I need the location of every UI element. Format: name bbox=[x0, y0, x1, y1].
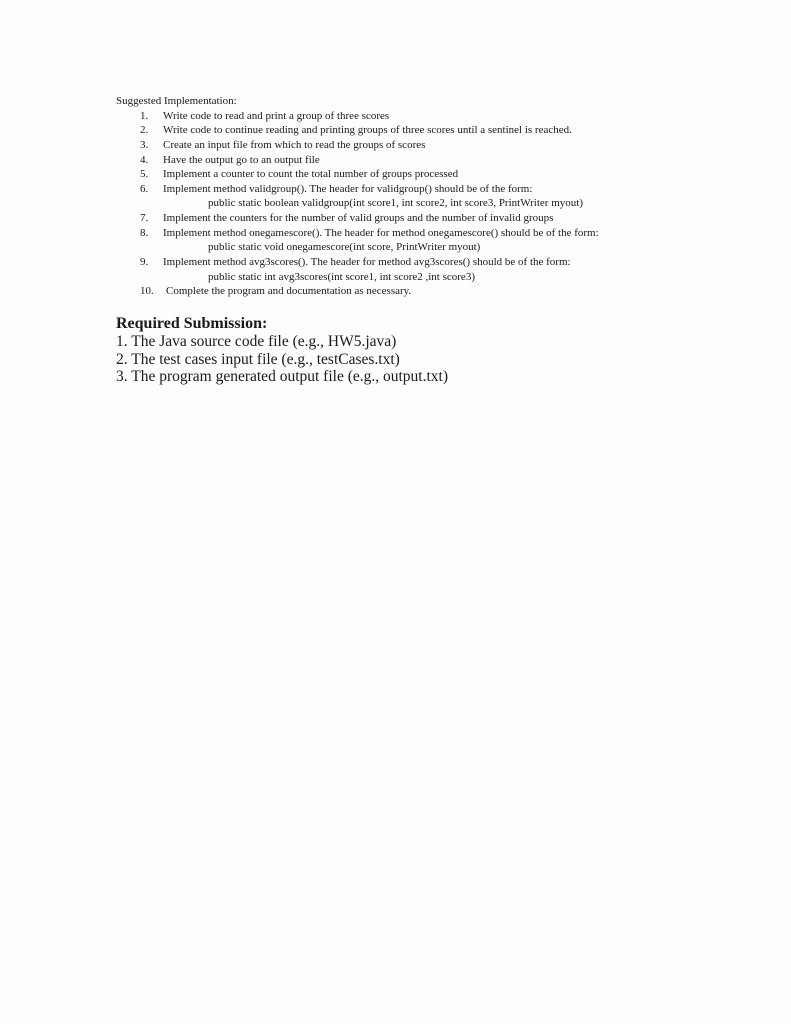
suggested-implementation-section bbox=[116, 94, 599, 299]
required-submission-section bbox=[116, 315, 448, 386]
list-item bbox=[116, 167, 459, 182]
list-item bbox=[116, 211, 554, 226]
method-header bbox=[116, 270, 475, 285]
list-item bbox=[116, 226, 599, 241]
method-signature: public static void onegamescore(int score, PrintWriter myout) bbox=[208, 241, 481, 254]
item-number: 8. bbox=[140, 226, 149, 239]
item-number: 3. bbox=[140, 138, 149, 151]
item-text: Have the output go to an output file bbox=[163, 153, 320, 166]
method-header bbox=[116, 240, 481, 255]
method-signature: public static boolean validgroup(int score1, int score2, int score3, PrintWriter myout) bbox=[208, 197, 583, 210]
list-item bbox=[116, 138, 426, 153]
item-text: Create an input file from which to read the groups of scores bbox=[163, 138, 426, 151]
item-number: 10. bbox=[140, 285, 154, 298]
item-number: 7. bbox=[140, 212, 149, 225]
item-text: Implement method avg3scores(). The header for method avg3scores() should be of the form: bbox=[163, 256, 571, 269]
item-number: 9. bbox=[140, 256, 149, 269]
item-text: Implement method validgroup(). The header for validgroup() should be of the form: bbox=[163, 182, 533, 195]
item-text: Implement method onegamescore(). The header for method onegamescore() should be of the form: bbox=[163, 226, 599, 239]
list-item bbox=[116, 182, 533, 197]
item-number: 5. bbox=[140, 168, 149, 181]
method-signature: public static int avg3scores(int score1, int score2 ,int score3) bbox=[208, 270, 475, 283]
item-text: Implement the counters for the number of valid groups and the number of invalid groups bbox=[163, 212, 554, 225]
submission-item: 1. The Java source code file (e.g., HW5.java) bbox=[116, 333, 397, 350]
item-number: 4. bbox=[140, 153, 149, 166]
item-text: Write code to read and print a group of three scores bbox=[163, 109, 390, 122]
list-item bbox=[116, 255, 571, 270]
list-item bbox=[116, 109, 390, 124]
list-item bbox=[116, 284, 412, 299]
submission-item: 2. The test cases input file (e.g., testCases.txt) bbox=[116, 350, 400, 368]
item-number: 2. bbox=[140, 124, 149, 137]
item-text: Complete the program and documentation as necessary. bbox=[166, 285, 412, 298]
section-heading: Required Submission: bbox=[116, 315, 268, 332]
list-item bbox=[116, 123, 572, 138]
item-number: 1. bbox=[140, 109, 149, 122]
item-text: Implement a counter to count the total number of groups processed bbox=[163, 168, 459, 181]
item-text: Write code to continue reading and printing groups of three scores until a sentinel is reached. bbox=[163, 124, 572, 137]
item-number: 6. bbox=[140, 182, 149, 195]
submission-item: 3. The program generated output file (e.g., output.txt) bbox=[116, 368, 449, 385]
method-header bbox=[116, 196, 583, 211]
section-heading: Suggested Implementation: bbox=[116, 95, 237, 107]
list-item bbox=[116, 153, 320, 168]
